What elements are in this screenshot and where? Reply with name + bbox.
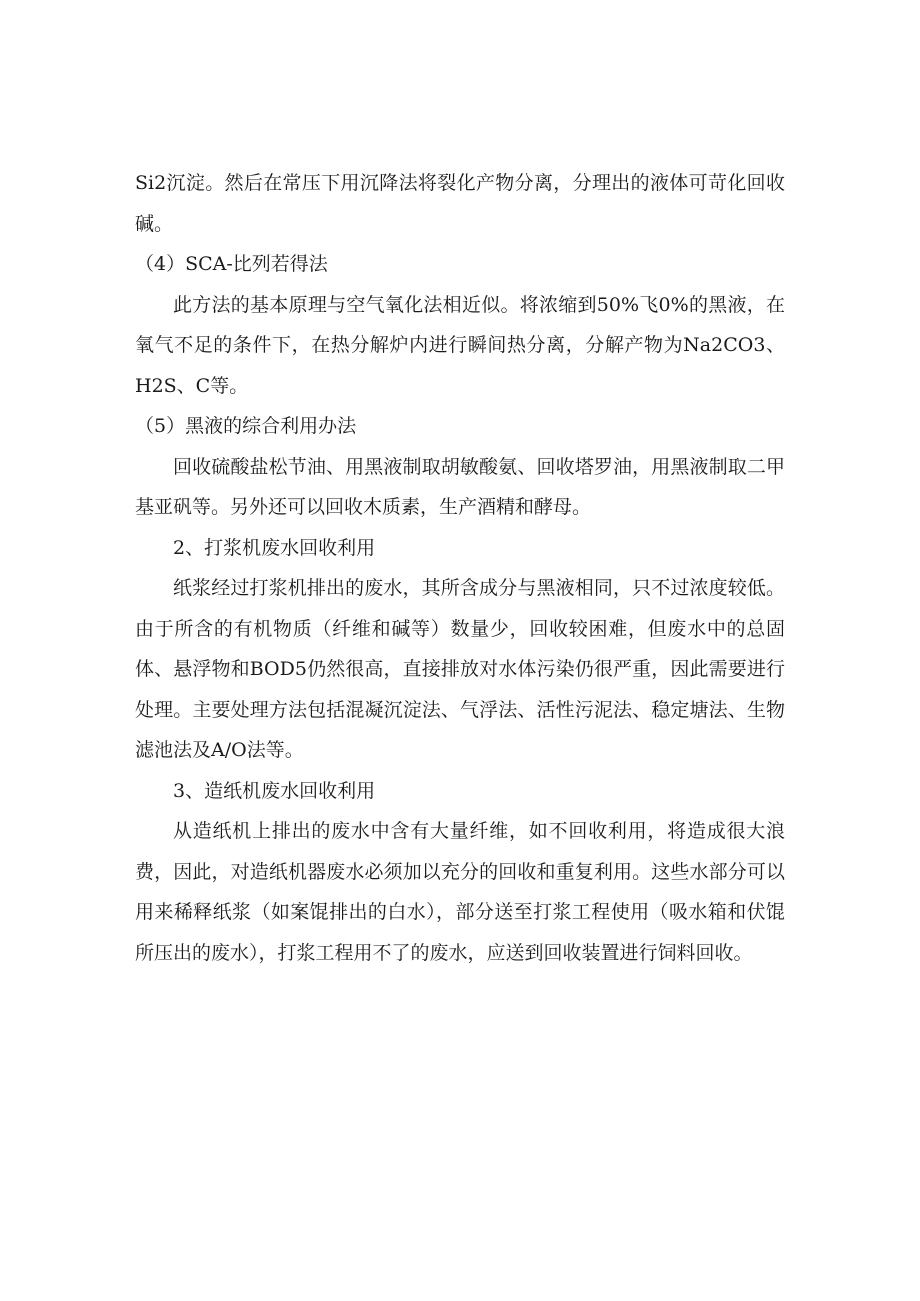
paragraph-sca-method: 此方法的基本原理与空气氧化法相近似。将浓缩到50%飞0%的黑液，在氧气不足的条件下，在热分解炉内进行瞬间热分离，分解产物为Na2CO3、H2S、C等。	[135, 293, 785, 397]
subheading-4: （4）SCA-比列若得法	[135, 253, 328, 275]
paragraph-beater-wastewater: 纸浆经过打浆机排出的废水，其所含成分与黑液相同，只不过浓度较低。由于所含的有机物质（纤维和碱等）数量少，回收较困难，但废水中的总固体、悬浮物和BOD5仍然很高，直接排放对水体污染仍很严重，因此需要进行处理。主要处理方法包括混凝沉淀法、气浮法、活性污泥法、稳定塘法、生物滤池法及A/O法等。	[135, 577, 785, 761]
heading-2: 2、打浆机废水回收利用	[173, 536, 376, 559]
paragraph-black-liquor-use: 回收硫酸盐松节油、用黑液制取胡敏酸氨、回收塔罗油，用黑液制取二甲基亚矾等。另外还可以回收木质素，生产酒精和酵母。	[135, 455, 785, 518]
heading-3: 3、造纸机废水回收利用	[173, 779, 376, 802]
document-body	[135, 163, 785, 973]
subheading-5: （5）黑液的综合利用办法	[135, 415, 357, 437]
paragraph-continuation: Si2沉淀。然后在常压下用沉降法将裂化产物分离，分理出的液体可苛化回收碱。	[135, 172, 785, 235]
paragraph-paper-machine-wastewater: 从造纸机上排出的废水中含有大量纤维，如不回收利用，将造成很大浪费，因此，对造纸机器废水必须加以充分的回收和重复利用。这些水部分可以用来稀释纸浆（如案馄排出的白水），部分送至打浆工程使用（吸水箱和伏馄所压出的废水），打浆工程用不了的废水，应送到回收装置进行饲料回收。	[135, 820, 785, 964]
